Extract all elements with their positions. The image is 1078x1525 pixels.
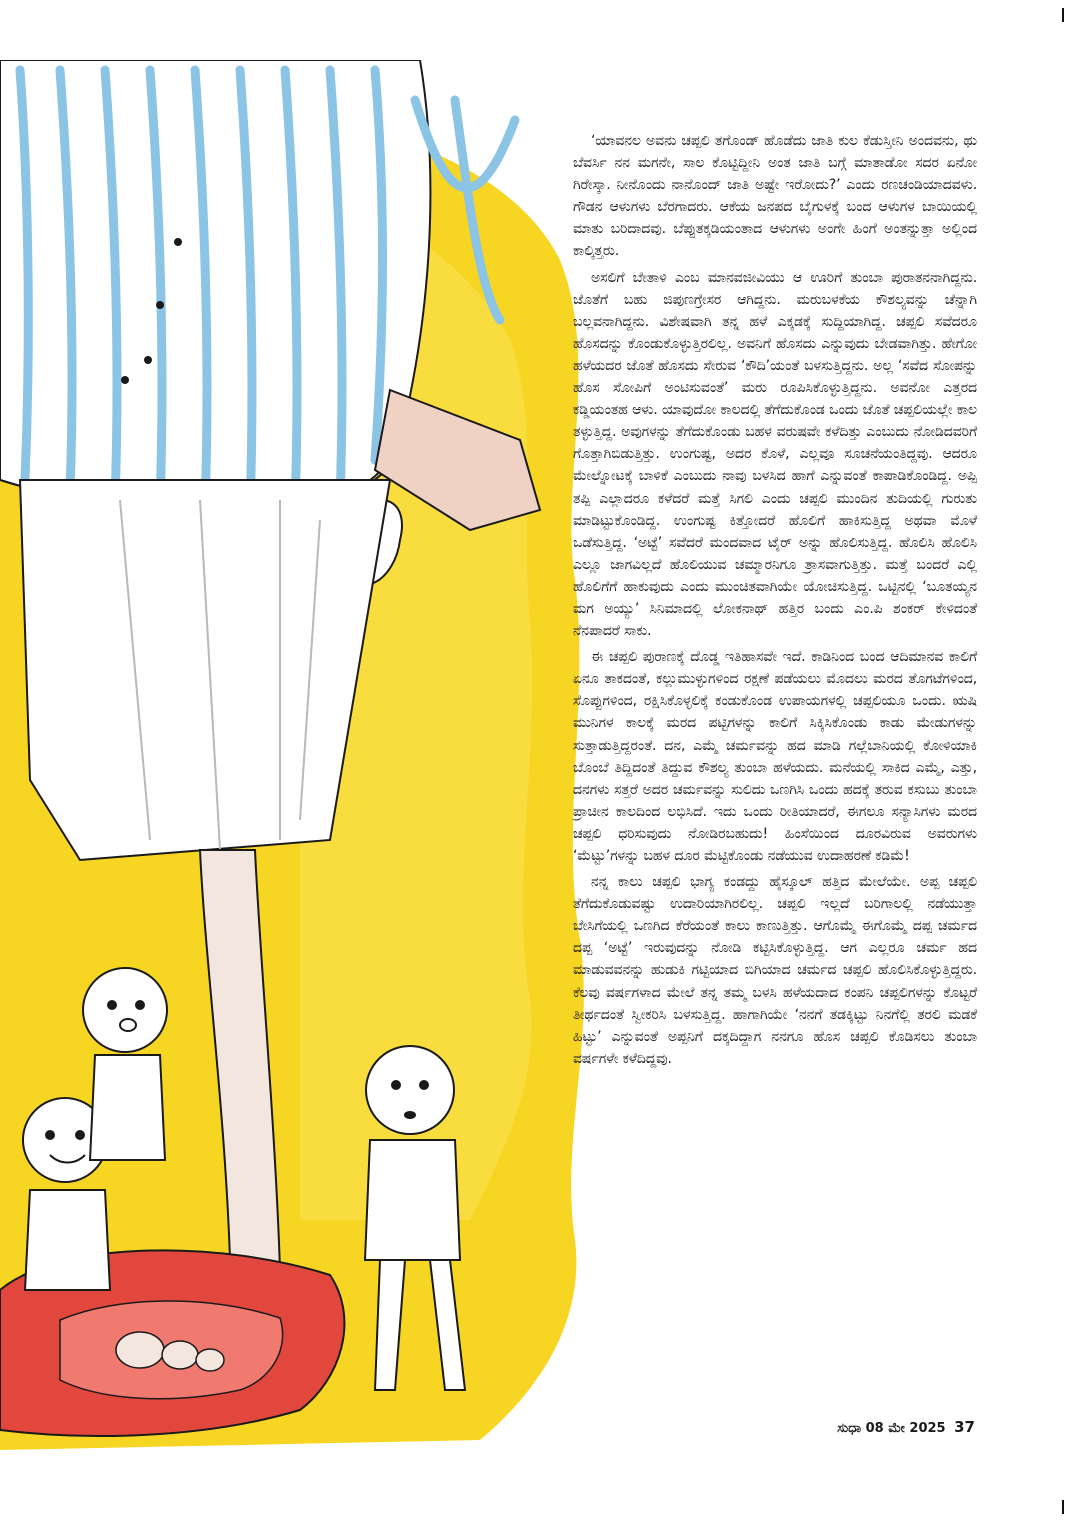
child-middle bbox=[83, 968, 167, 1160]
article-body bbox=[573, 130, 977, 1074]
paragraph: ಈ ಚಪ್ಪಲಿ ಪುರಾಣಕ್ಕೆ ದೊಡ್ಡ ಇತಿಹಾಸವೇ ಇದೆ. ಕಾಡಿನಿಂದ ಬಂದ ಆದಿಮಾನವ ಕಾಲಿಗೆ ಏನೂ ತಾಕದಂತೆ, ಕಲ್ಲುಮುಳ್ಳುಗಳಿಂದ ರಕ್ಷಣೆ ಪಡೆಯಲು ಮೊದಲು ಮರದ ತೊಗಟೆಗಳಿಂದ, ಸೊಪ್ಪುಗಳಿಂದ, ರಕ್ಷಿಸಿಕೊಳ್ಳಲಿಕ್ಕೆ ಕಂಡುಕೊಂಡ ಉಪಾಯಗಳಲ್ಲಿ ಚಪ್ಪಲಿಯೂ ಒಂದು. ಋಷಿ ಮುನಿಗಳ ಕಾಲಕ್ಕೆ ಮರದ ಪಟ್ಟಿಗಳನ್ನು ಕಾಲಿಗೆ ಸಿಕ್ಕಿಸಿಕೊಂಡು ಕಾಡು ಮೇಡುಗಳನ್ನು ಸುತ್ತಾಡುತ್ತಿದ್ದರಂತೆ. ದನ, ಎಮ್ಮೆ ಚರ್ಮವನ್ನು ಹದ ಮಾಡಿ ಗಲ್ಲೆಬಾನಿಯಲ್ಲಿ ಕೋಳಿಯಾಕಿ ಬೊಂಬೆ ತಿದ್ದಿದಂತೆ ತಿದ್ದುವ ಕೌಶಲ್ಯ ತುಂಬಾ ಹಳೆಯದು. ಮನೆಯಲ್ಲಿ ಸಾಕಿದ ಎಮ್ಮೆ, ಎತ್ತು, ದನಗಳು ಸತ್ತರೆ ಅದರ ಚರ್ಮವನ್ನು ಸುಲಿದು ಒಣಗಿಸಿ ಒಂದು ಹದಕ್ಕೆ ತರುವ ಕಸುಬು ತುಂಬಾ ಪ್ರಾಚೀನ ಕಾಲದಿಂದ ಲಭಿಸಿದೆ. ಇದು ಒಂದು ರೀತಿಯಾದರೆ, ಈಗಲೂ ಸನ್ಯಾಸಿಗಳು ಮರದ ಚಪ್ಪಲಿ ಧರಿಸುವುದು ನೋಡಿರಬಹುದು! ಹಿಂಸೆಯಿಂದ ದೂರವಿರುವ ಅವರುಗಳು ‘ಮೆಟ್ಟು’ಗಳನ್ನು ಬಹಳ ದೂರ ಮೆಟ್ಟಿಕೊಂಡು ನಡೆಯುವ ಉದಾಹರಣೆ ಕಡಿಮೆ! bbox=[573, 649, 977, 864]
cartoon-illustration bbox=[0, 60, 600, 1460]
paragraph: ಅಸಲಿಗೆ ಬೇತಾಳಿ ಎಂಬ ಮಾನವಜೀವಿಯು ಆ ಊರಿಗೆ ತುಂಬಾ ಪುರಾತನನಾಗಿದ್ದನು. ಜೊತೆಗೆ ಬಹು ಜಿಪುಣಗ್ರೇಸರ ಆಗಿದ್ದನು. ಮರುಬಳಕೆಯ ಕೌಶಲ್ಯವನ್ನು ಚೆನ್ನಾಗಿ ಬಲ್ಲವನಾಗಿದ್ದನು. ವಿಶೇಷವಾಗಿ ತನ್ನ ಹಳೆ ಎಕ್ಕಡಕ್ಕೆ ಸುದ್ದಿಯಾಗಿದ್ದ. ಚಪ್ಪಲಿ ಸವೆದರೂ ಹೊಸದನ್ನು ಕೊಂಡುಕೊಳ್ಳುತ್ತಿರಲಿಲ್ಲ. ಅವನಿಗೆ ಹೊಸದು ಎನ್ನುವುದು ಬೇಡವಾಗಿತ್ತು. ಹೇಗೋ ಹಳೆಯದರ ಜೊತೆ ಹೊಸದು ಸೇರುವ ‘ಕೌದಿ’ಯಂತೆ ಬಳಸುತ್ತಿದ್ದನು. ಅಲ್ಲ ‘ಸವೆದ ಸೋಪನ್ನು ಹೊಸ ಸೋಪಿಗೆ ಅಂಟಿಸುವಂತೆ’ ಮರು ರೂಪಿಸಿಕೊಳ್ಳುತ್ತಿದ್ದನು. ಅವನೋ ಎತ್ತರದ ಕಡ್ಡಿಯಂತಹ ಆಳು. ಯಾವುದೋ ಕಾಲದಲ್ಲಿ ತೆಗೆದುಕೊಂಡ ಒಂದು ಜೊತೆ ಚಪ್ಪಲಿಯಲ್ಲೇ ಕಾಲ ತಳ್ಳುತ್ತಿದ್ದ. ಅವುಗಳನ್ನು ತೆಗೆದುಕೊಂಡು ಬಹಳ ವರುಷವೇ ಕಳೆದಿತ್ತು ಎಂಬುದು ನೋಡಿದವರಿಗೆ ಗೊತ್ತಾಗಿಬಿಡುತ್ತಿತ್ತು. ಉಂಗುಷ್ಟ, ಅದರ ಕೊಳೆ, ಎಲ್ಲವೂ ಸೂಚನೆಯಂತಿದ್ದವು. ಆದರೂ ಮೇಲ್ನೋಟಕ್ಕೆ ಬಾಳಿಕೆ ಎಂಬುದು ನಾವು ಬಳಸಿದ ಹಾಗೆ ಎನ್ನುವಂತೆ ಕಾಪಾಡಿಕೊಂಡಿದ್ದ. ಅಪ್ಪಿ ತಪ್ಪಿ ಎಲ್ಲಾದರೂ ಕಳೆದರೆ ಮತ್ತೆ ಸಿಗಲಿ ಎಂದು ಚಪ್ಪಲಿ ಮುಂದಿನ ತುದಿಯಲ್ಲಿ ಗುರುತು ಮಾಡಿಟ್ಟುಕೊಂಡಿದ್ದ. ಉಂಗುಷ್ಟ ಕಿತ್ತೋದರೆ ಹೊಲಿಗೆ ಹಾಕಿಸುತ್ತಿದ್ದ ಅಥವಾ ಮೊಳೆ ಒಡೆಸುತ್ತಿದ್ದ. ‘ಅಟ್ಟೆ’ ಸವೆದರೆ ಮಂದವಾದ ಟೈರ್ ಅನ್ನು ಹೊಲಿಸುತ್ತಿದ್ದ. ಹೊಲಿಸಿ ಹೊಲಿಸಿ ಎಲ್ಲೂ ಜಾಗವಿಲ್ಲದೆ ಹೊಲಿಯುವ ಚಮ್ಮಾರನಿಗೂ ತ್ರಾಸವಾಗುತ್ತಿತ್ತು. ಮತ್ತೆ ಬಂದರೆ ಎಲ್ಲಿ ಹೊಲಿಗೆಗೆ ಹಾಕುವುದು ಎಂದು ಮುಂಚಿತವಾಗಿಯೇ ಯೋಚಿಸುತ್ತಿದ್ದ. ಒಟ್ಟಿನಲ್ಲಿ ‘ಬೂತಯ್ಯನ ಮಗ ಅಯ್ಯು’ ಸಿನಿಮಾದಲ್ಲಿ ಲೋಕನಾಥ್ ಹತ್ತಿರ ಬಂದು ಎಂ.ಪಿ ಶಂಕರ್ ಕೇಳಿದಂತೆ ನೆನಪಾದರೆ ಸಾಕು. bbox=[573, 269, 977, 640]
page-footer bbox=[837, 1418, 975, 1436]
paragraph: ‘ಯಾವನಲ ಅವನು ಚಪ್ಪಲಿ ತಗೊಂಡ್ ಹೊಡೆದು ಜಾತಿ ಕುಲ ಕೆಡುಸ್ತೀನಿ ಅಂದವನು, ಥು ಬೆವರ್ಸಿ ನನ ಮಗನೇ, ಸಾಲ ಕೊಟ್ಟಿದ್ದೀನಿ ಅಂತ ಜಾತಿ ಬಗ್ಗೆ ಮಾತಾಡೋ ಸದರ ಏನೋ ಗಿರೇಸ್ಕಾ. ನೀನೊಂದು ನಾನೊಂದ್ ಜಾತಿ ಅಷ್ಟೇ ಇರೋದು?’ ಎಂದು ರಣಚಂಡಿಯಾದವಳು. ಗೌಡನ ಆಳುಗಳು ಬೆರಗಾದರು. ಆಕೆಯ ಜನಪದ ಬೈಗುಳಕ್ಕೆ ಬಂದ ಆಳುಗಳ ಬಾಯಿಯಲ್ಲಿ ಮಾತು ಬರಿದಾದವು. ಬೆಪ್ಪುತಕ್ಕಡಿಯಂತಾದ ಆಳುಗಳು ಅಂಗೇ ಹಿಂಗೆ ಅಂತನ್ನುತ್ತಾ ಅಲ್ಲಿಂದ ಕಾಲ್ಕಿತ್ತರು. bbox=[573, 133, 977, 260]
page-number: 37 bbox=[954, 1418, 975, 1436]
crop-mark-bottom bbox=[1062, 1500, 1064, 1514]
dhoti bbox=[20, 480, 390, 860]
issue-label: ಸುಧಾ 08 ಮೇ 2025 bbox=[837, 1421, 946, 1436]
crop-mark-top bbox=[1062, 8, 1064, 22]
paragraph: ನನ್ನ ಕಾಲು ಚಪ್ಪಲಿ ಭಾಗ್ಯ ಕಂಡದ್ದು ಹೈಸ್ಕೂಲ್ ಹತ್ತಿದ ಮೇಲೆಯೇ. ಅಪ್ಪ ಚಪ್ಪಲಿ ತೆಗೆದುಕೊಡುವಷ್ಟು ಉದಾರಿಯಾಗಿರಲಿಲ್ಲ. ಚಪ್ಪಲಿ ಇಲ್ಲದೆ ಬರಿಗಾಲಲ್ಲಿ ನಡೆಯುತ್ತಾ ಬೇಸಿಗೆಯಲ್ಲಿ ಒಣಗಿದ ಕೆರೆಯಂತೆ ಕಾಲು ಕಾಣುತ್ತಿತ್ತು. ಆಗೊಮ್ಮೆ ಈಗೊಮ್ಮೆ ದಪ್ಪ ಚರ್ಮದ ದಪ್ಪ ‘ಅಟ್ಟೆ’ ಇರುವುದನ್ನು ನೋಡಿ ಕಟ್ಟಿಸಿಕೊಳ್ಳುತ್ತಿದ್ದ. ಆಗ ಎಲ್ಲರೂ ಚರ್ಮ ಹದ ಮಾಡುವವನನ್ನು ಹುಡುಕಿ ಗಟ್ಟಿಯಾದ ಬಿಗಿಯಾದ ಚರ್ಮದ ಚಪ್ಪಲಿ ಹೊಲಿಸಿಕೊಳ್ಳುತ್ತಿದ್ದರು. ಕೆಲವು ವರ್ಷಗಳಾದ ಮೇಲೆ ತನ್ನ ತಮ್ಮ ಬಳಸಿ ಹಳೆಯದಾದ ಕಂಪನಿ ಚಪ್ಪಲಿಗಳನ್ನು ಕೊಟ್ಟರೆ ತೀರ್ಥದಂತೆ ಸ್ವೀಕರಿಸಿ ಬಳಸುತ್ತಿದ್ದ. ಹಾಗಾಗಿಯೇ ‘ನನಗೆ ತಡಕ್ಕಿಟ್ಟು ನಿನಗೆಲ್ಲಿ ತರಲಿ ಮಡಕೆ ಹಿಟ್ಟು’ ಎನ್ನುವಂತೆ ಅಪ್ಪನಿಗೆ ದಕ್ಕದಿದ್ದಾಗ ನನಗೂ ಹೊಸ ಚಪ್ಪಲಿ ಕೊಡಿಸಲು ತುಂಬಾ ವರ್ಷಗಳೇ ಕಳೆದಿದ್ದವು. bbox=[573, 874, 977, 1067]
